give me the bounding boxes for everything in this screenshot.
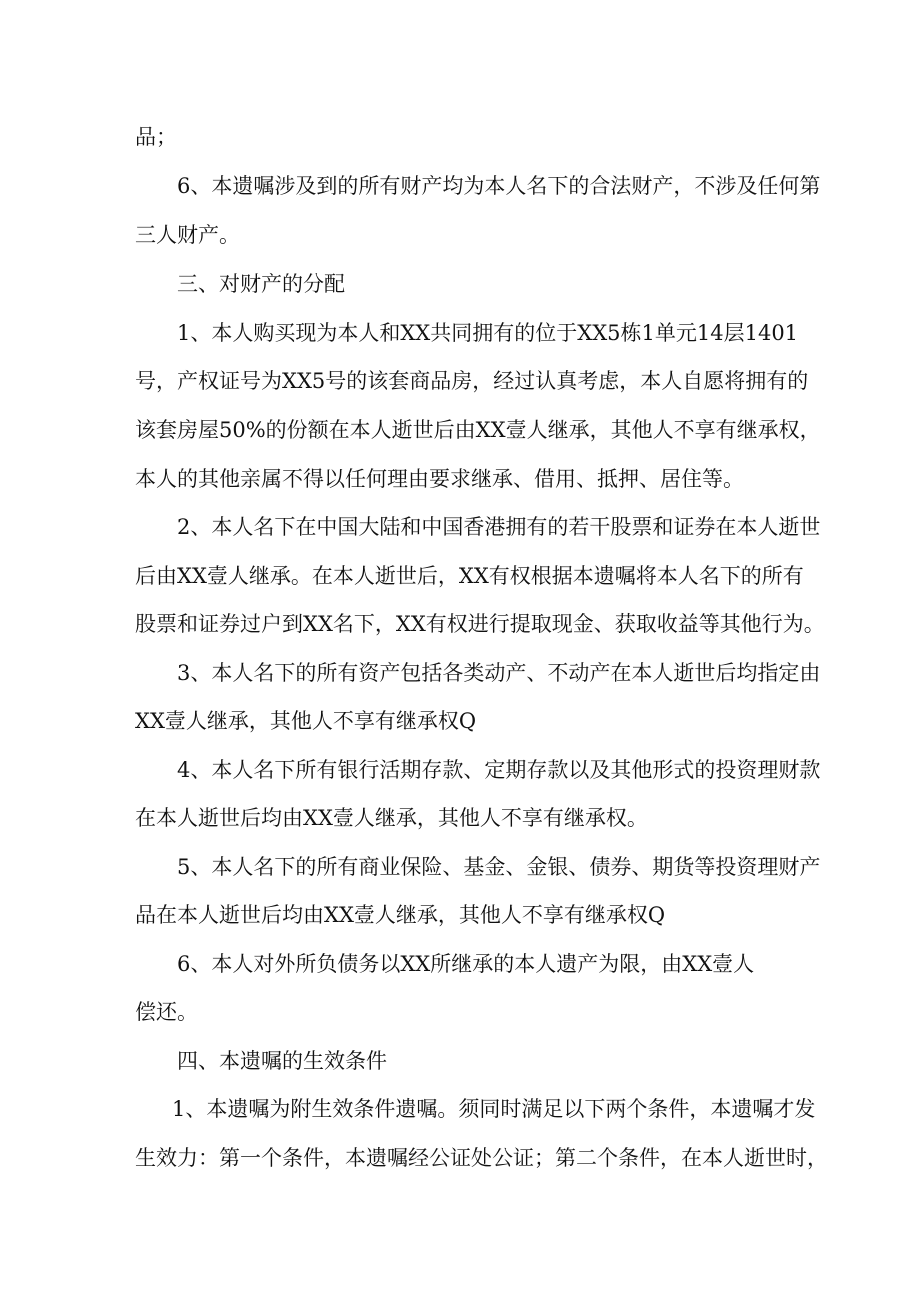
text-line-17: 品在本人逝世后均由XX壹人继承，其他人不享有继承权Q [135, 903, 666, 927]
text-line-7: 该套房屋50%的份额在本人逝世后由XX壹人继承，其他人不享有继承权， [135, 418, 821, 442]
text-line-11: 股票和证券过户到XX名下，XX有权进行提取现金、获取收益等其他行为。 [135, 612, 825, 636]
text-line-13: XX壹人继承，其他人不享有继承权Q [135, 709, 477, 733]
text-line-2: 6、本遗嘱涉及到的所有财产均为本人名下的合法财产，不涉及任何第 [177, 174, 821, 198]
section-heading-3: 三、对财产的分配 [177, 272, 345, 296]
text-line-21: 1、本遗嘱为附生效条件遗嘱。须同时满足以下两个条件，本遗嘱才发 [172, 1097, 816, 1121]
text-line-5: 1、本人购买现为本人和XX共同拥有的位于XX5栋1单元14层1401 [177, 321, 799, 345]
text-line-19: 偿还。 [135, 1000, 198, 1024]
section-heading-4: 四、本遗嘱的生效条件 [177, 1049, 387, 1073]
text-line-12: 3、本人名下的所有资产包括各类动产、不动产在本人逝世后均指定由 [177, 661, 821, 685]
text-line-22: 生效力：第一个条件，本遗嘱经公证处公证；第二个条件，在本人逝世时， [135, 1146, 828, 1170]
text-line-3: 三人财产。 [135, 223, 240, 247]
text-line-15: 在本人逝世后均由XX壹人继承，其他人不享有继承权。 [135, 806, 648, 830]
text-line-9: 2、本人名下在中国大陆和中国香港拥有的若干股票和证券在本人逝世 [177, 515, 821, 539]
text-line-6: 号，产权证号为XX5号的该套商品房，经过认真考虑，本人自愿将拥有的 [135, 369, 809, 393]
text-line-1: 品； [135, 125, 177, 149]
text-line-18: 6、本人对外所负债务以XX所继承的本人遗产为限，由XX壹人 [177, 952, 755, 976]
text-line-8: 本人的其他亲属不得以任何理由要求继承、借用、抵押、居住等。 [135, 467, 744, 491]
text-line-16: 5、本人名下的所有商业保险、基金、金银、债券、期货等投资理财产 [177, 855, 821, 879]
text-line-10: 后由XX壹人继承。在本人逝世后，XX有权根据本遗嘱将本人名下的所有 [135, 564, 804, 588]
text-line-14: 4、本人名下所有银行活期存款、定期存款以及其他形式的投资理财款 [177, 758, 821, 782]
